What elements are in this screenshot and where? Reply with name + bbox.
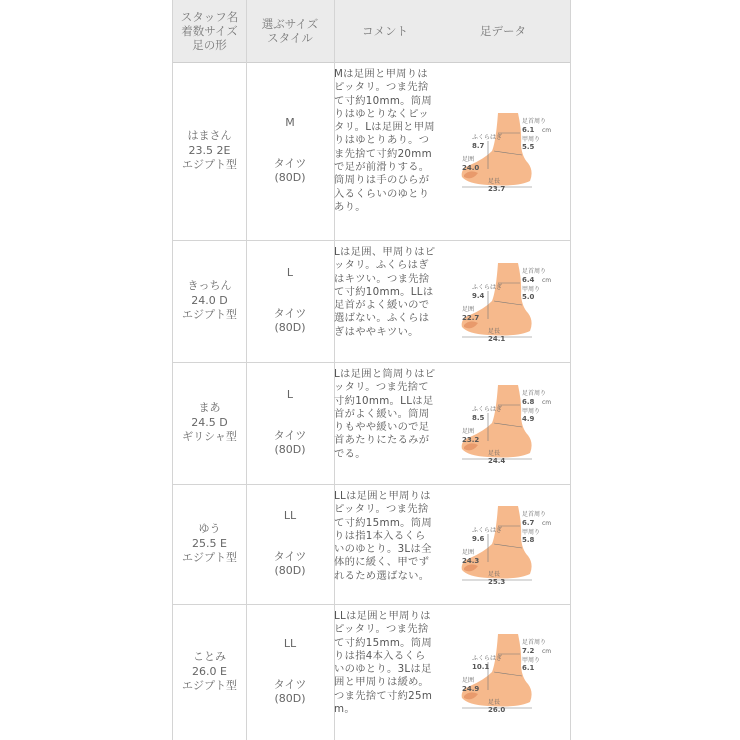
ankle-label: 足首周り [522, 511, 547, 518]
heel-label: 足囲 [462, 549, 475, 556]
length-label: 足長 [488, 328, 501, 335]
heel-label: 足囲 [462, 677, 475, 684]
ankle-value: 7.2 [522, 647, 535, 655]
length-label: 足長 [488, 178, 501, 185]
ankle-label: 足首周り [522, 390, 547, 397]
foot-diagram [458, 111, 552, 193]
table-row [173, 484, 570, 605]
instep-label: 甲周り [522, 286, 541, 293]
header-staff: スタッフ名 着数サイズ 足の形 [180, 10, 239, 52]
instep-value: 5.0 [522, 293, 535, 301]
header-size: 選ぶサイズ スタイル [261, 17, 319, 45]
size-value: M [285, 116, 295, 130]
foot-diagram [458, 261, 552, 343]
table-row [173, 362, 570, 485]
staff-cell: ことみ 26.0 E エジプト型 [182, 650, 237, 693]
foot-diagram [458, 504, 552, 586]
instep-value: 5.8 [522, 536, 535, 544]
size-cell [246, 362, 334, 484]
table-row [173, 62, 570, 241]
unit-label: cm [542, 277, 552, 284]
size-value: LL [283, 509, 297, 523]
size-value: LL [283, 637, 297, 651]
length-label: 足長 [488, 571, 501, 578]
length-label: 足長 [488, 699, 501, 706]
calf-label: ふくらはぎ [472, 406, 503, 413]
length-value: 24.1 [488, 335, 506, 343]
unit-label: cm [542, 399, 552, 406]
ankle-label: 足首周り [522, 268, 547, 275]
calf-value: 8.5 [472, 414, 485, 422]
heel-label: 足囲 [462, 306, 475, 313]
style-value: タイツ (80D) [273, 428, 307, 457]
length-value: 24.4 [488, 457, 506, 465]
style-value: タイツ (80D) [273, 549, 307, 578]
ankle-value: 6.7 [522, 519, 535, 527]
staff-cell: まあ 24.5 D ギリシャ型 [182, 401, 237, 444]
style-value: タイツ (80D) [273, 306, 307, 335]
calf-label: ふくらはぎ [472, 527, 503, 534]
ankle-value: 6.4 [522, 276, 535, 284]
calf-label: ふくらはぎ [472, 284, 503, 291]
heel-value: 22.7 [462, 314, 480, 322]
comment-cell: Mは足囲と甲周りはピッタリ。つま先捨て寸約10mm。筒周りはゆとりなくピッタリ。Lは足囲と甲周りはゆとりあり。つま先捨て寸約20mmで足が前滑りする。筒周りは手のひらが入るくらいのゆとりあり。 [334, 68, 435, 213]
instep-label: 甲周り [522, 529, 541, 536]
unit-label: cm [542, 520, 552, 527]
staff-size-table [172, 0, 571, 740]
header-footdata: 足データ [480, 24, 526, 38]
calf-value: 10.1 [472, 663, 490, 671]
instep-label: 甲周り [522, 136, 541, 143]
foot-diagram [458, 632, 552, 714]
size-cell [246, 604, 334, 740]
calf-value: 9.6 [472, 535, 485, 543]
heel-value: 24.3 [462, 557, 480, 565]
calf-value: 8.7 [472, 142, 485, 150]
size-value: L [286, 388, 294, 402]
table-row [173, 604, 570, 740]
length-value: 25.3 [488, 578, 506, 586]
size-value: L [286, 266, 294, 280]
length-label: 足長 [488, 450, 501, 457]
size-cell [246, 240, 334, 362]
instep-value: 5.5 [522, 143, 535, 151]
instep-label: 甲周り [522, 657, 541, 664]
table-row [173, 240, 570, 363]
style-value: タイツ (80D) [273, 156, 307, 185]
comment-cell: LLは足囲と甲周りはピッタリ。つま先捨て寸約15mm。筒周りは指1本入るくらいのゆとり。3Lは全体的に緩く、甲でずれるため選ばない。 [334, 490, 432, 582]
comment-cell: LLは足囲と甲周りはピッタリ。つま先捨て寸約15mm。筒周りは指4本入るくらいのゆとり。3Lは足囲と甲周りは緩め。つま先捨て寸約25mm。 [334, 610, 433, 716]
instep-value: 4.9 [522, 415, 535, 423]
header-comment: コメント [362, 24, 408, 38]
foot-diagram [458, 383, 552, 465]
staff-cell: はまさん 23.5 2E エジプト型 [182, 129, 237, 172]
unit-label: cm [542, 127, 552, 134]
unit-label: cm [542, 648, 552, 655]
size-cell [246, 62, 334, 240]
size-cell [246, 484, 334, 604]
length-value: 23.7 [488, 185, 506, 193]
ankle-value: 6.8 [522, 398, 535, 406]
ankle-label: 足首周り [522, 118, 547, 125]
calf-value: 9.4 [472, 292, 485, 300]
table-header [173, 0, 570, 63]
heel-label: 足囲 [462, 156, 475, 163]
comment-cell: Lは足囲、甲周りはピッタリ。ふくらはぎはキツい。つま先捨て寸約10mm。LLは足首がよく緩いので選ばない。ふくらはぎはややキツい。 [334, 246, 436, 338]
ankle-label: 足首周り [522, 639, 547, 646]
instep-label: 甲周り [522, 408, 541, 415]
calf-label: ふくらはぎ [472, 134, 503, 141]
heel-value: 24.0 [462, 164, 480, 172]
length-value: 26.0 [488, 706, 506, 714]
heel-label: 足囲 [462, 428, 475, 435]
instep-value: 6.1 [522, 664, 535, 672]
staff-cell: きっちん 24.0 D エジプト型 [182, 279, 237, 322]
calf-label: ふくらはぎ [472, 655, 503, 662]
style-value: タイツ (80D) [273, 677, 307, 706]
comment-cell: Lは足囲と筒周りはピッタリ。つま先捨て寸約10mm。LLは足首がよく緩い。筒周りもやや緩いので足首あたりにたるみがでる。 [334, 368, 436, 460]
heel-value: 23.2 [462, 436, 480, 444]
ankle-value: 6.1 [522, 126, 535, 134]
staff-cell: ゆう 25.5 E エジプト型 [182, 522, 237, 565]
heel-value: 24.9 [462, 685, 480, 693]
